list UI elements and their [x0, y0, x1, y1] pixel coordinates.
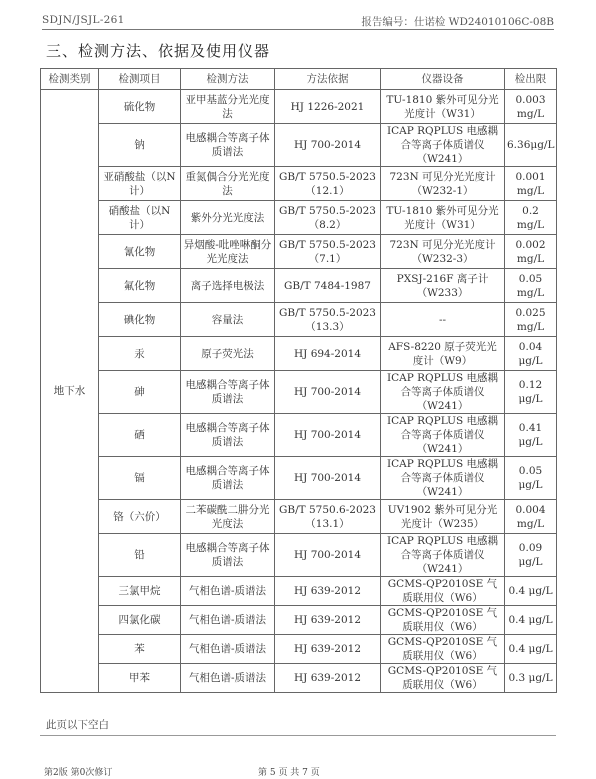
table-row [41, 534, 557, 577]
instrument-cell: ICAP RQPLUS 电感耦合等离子体质谱仪（W241） [381, 457, 505, 500]
limit-cell: 0.12 μg/L [505, 371, 557, 414]
column-header: 检测方法 [181, 69, 275, 90]
item-cell: 三氯甲烷 [99, 577, 181, 606]
limit-cell: 0.004 mg/L [505, 500, 557, 534]
method-cell: 重氮偶合分光光度法 [181, 167, 275, 201]
item-cell: 亚硝酸盐（以N计） [99, 167, 181, 201]
basis-cell: GB/T 5750.5-2023（12.1） [275, 167, 381, 201]
page-header [42, 13, 554, 30]
method-cell: 电感耦合等离子体质谱法 [181, 371, 275, 414]
table-row [41, 235, 557, 269]
limit-cell: 0.025 mg/L [505, 303, 557, 337]
limit-cell: 0.002 mg/L [505, 235, 557, 269]
revision-info: 第2版 第0次修订 [44, 768, 113, 778]
instrument-cell: AFS-8220 原子荧光光度计（W9） [381, 337, 505, 371]
table-row [41, 90, 557, 124]
method-cell: 紫外分光光度法 [181, 201, 275, 235]
item-cell: 铬（六价） [99, 500, 181, 534]
instrument-cell: TU-1810 紫外可见分光光度计（W31） [381, 90, 505, 124]
limit-cell: 0.3 μg/L [505, 664, 557, 693]
item-cell: 氟化物 [99, 269, 181, 303]
method-cell: 气相色谱-质谱法 [181, 635, 275, 664]
method-cell: 容量法 [181, 303, 275, 337]
column-header: 检测类别 [41, 69, 99, 90]
instrument-cell: 723N 可见分光光度计（W232-3） [381, 235, 505, 269]
method-cell: 电感耦合等离子体质谱法 [181, 457, 275, 500]
method-cell: 气相色谱-质谱法 [181, 664, 275, 693]
basis-cell: HJ 700-2014 [275, 457, 381, 500]
method-cell: 离子选择电极法 [181, 269, 275, 303]
basis-cell: HJ 694-2014 [275, 337, 381, 371]
blank-note: 此页以下空白 [46, 719, 109, 731]
item-cell: 钠 [99, 124, 181, 167]
item-cell: 硒 [99, 414, 181, 457]
basis-cell: HJ 700-2014 [275, 414, 381, 457]
page-number: 第 5 页 共 7 页 [258, 768, 320, 778]
table-row [41, 167, 557, 201]
limit-cell: 0.41 μg/L [505, 414, 557, 457]
method-cell: 电感耦合等离子体质谱法 [181, 124, 275, 167]
instrument-cell: UV1902 紫外可见分光光度计（W235） [381, 500, 505, 534]
instrument-cell: 723N 可见分光光度计（W232-1） [381, 167, 505, 201]
instrument-cell: GCMS-QP2010SE 气质联用仪（W6） [381, 577, 505, 606]
table-row [41, 457, 557, 500]
basis-cell: HJ 639-2012 [275, 635, 381, 664]
instrument-cell: ICAP RQPLUS 电感耦合等离子体质谱仪（W241） [381, 534, 505, 577]
limit-cell: 0.003 mg/L [505, 90, 557, 124]
method-cell: 异烟酸-吡唑啉酮分光光度法 [181, 235, 275, 269]
basis-cell: HJ 639-2012 [275, 606, 381, 635]
column-header: 方法依据 [275, 69, 381, 90]
item-cell: 汞 [99, 337, 181, 371]
document-code: SDJN/JSJL-261 [42, 14, 125, 26]
item-cell: 铅 [99, 534, 181, 577]
item-cell: 苯 [99, 635, 181, 664]
instrument-cell: TU-1810 紫外可见分光光度计（W31） [381, 201, 505, 235]
limit-cell: 0.09 μg/L [505, 534, 557, 577]
limit-cell: 0.04 μg/L [505, 337, 557, 371]
table-row [41, 201, 557, 235]
basis-cell: GB/T 5750.5-2023（7.1） [275, 235, 381, 269]
limit-cell: 0.4 μg/L [505, 606, 557, 635]
column-header: 仪器设备 [381, 69, 505, 90]
instrument-cell: GCMS-QP2010SE 气质联用仪（W6） [381, 635, 505, 664]
basis-cell: HJ 700-2014 [275, 371, 381, 414]
limit-cell: 6.36μg/L [505, 124, 557, 167]
instrument-cell: ICAP RQPLUS 电感耦合等离子体质谱仪（W241） [381, 371, 505, 414]
limit-cell: 0.4 μg/L [505, 577, 557, 606]
limit-cell: 0.05 mg/L [505, 269, 557, 303]
basis-cell: GB/T 5750.5-2023（8.2） [275, 201, 381, 235]
basis-cell: HJ 700-2014 [275, 534, 381, 577]
basis-cell: HJ 639-2012 [275, 664, 381, 693]
limit-cell: 0.001 mg/L [505, 167, 557, 201]
methods-table [40, 68, 557, 693]
limit-cell: 0.2 mg/L [505, 201, 557, 235]
method-cell: 原子荧光法 [181, 337, 275, 371]
limit-cell: 0.05 μg/L [505, 457, 557, 500]
table-row [41, 269, 557, 303]
column-header: 检出限 [505, 69, 557, 90]
instrument-cell: ICAP RQPLUS 电感耦合等离子体质谱仪（W241） [381, 124, 505, 167]
item-cell: 砷 [99, 371, 181, 414]
item-cell: 碘化物 [99, 303, 181, 337]
method-cell: 亚甲基蓝分光光度法 [181, 90, 275, 124]
table-row [41, 303, 557, 337]
instrument-cell: ICAP RQPLUS 电感耦合等离子体质谱仪（W241） [381, 414, 505, 457]
table-row [41, 500, 557, 534]
table-row [41, 635, 557, 664]
method-cell: 电感耦合等离子体质谱法 [181, 414, 275, 457]
method-cell: 电感耦合等离子体质谱法 [181, 534, 275, 577]
instrument-cell: GCMS-QP2010SE 气质联用仪（W6） [381, 606, 505, 635]
table-row [41, 414, 557, 457]
table-row [41, 371, 557, 414]
table-row [41, 124, 557, 167]
instrument-cell: PXSJ-216F 离子计（W233） [381, 269, 505, 303]
item-cell: 镉 [99, 457, 181, 500]
section-title: 三、检测方法、依据及使用仪器 [46, 42, 271, 60]
instrument-cell: GCMS-QP2010SE 气质联用仪（W6） [381, 664, 505, 693]
basis-cell: GB/T 5750.6-2023（13.1） [275, 500, 381, 534]
limit-cell: 0.4 μg/L [505, 635, 557, 664]
basis-cell: GB/T 7484-1987 [275, 269, 381, 303]
basis-cell: HJ 1226-2021 [275, 90, 381, 124]
item-cell: 硝酸盐（以N计） [99, 201, 181, 235]
method-cell: 气相色谱-质谱法 [181, 606, 275, 635]
table-row [41, 664, 557, 693]
table-row [41, 577, 557, 606]
basis-cell: HJ 639-2012 [275, 577, 381, 606]
category-cell: 地下水 [41, 90, 99, 693]
table-header-row [41, 69, 557, 90]
method-cell: 二苯碳酰二肼分光光度法 [181, 500, 275, 534]
table-row [41, 606, 557, 635]
item-cell: 硫化物 [99, 90, 181, 124]
footer-divider [40, 735, 556, 736]
method-cell: 气相色谱-质谱法 [181, 577, 275, 606]
basis-cell: HJ 700-2014 [275, 124, 381, 167]
report-number: 报告编号：仕诺检 WD24010106C-08B [361, 16, 554, 28]
item-cell: 甲苯 [99, 664, 181, 693]
column-header: 检测项目 [99, 69, 181, 90]
item-cell: 四氯化碳 [99, 606, 181, 635]
basis-cell: GB/T 5750.5-2023（13.3） [275, 303, 381, 337]
table-row [41, 337, 557, 371]
instrument-cell: -- [381, 303, 505, 337]
item-cell: 氰化物 [99, 235, 181, 269]
